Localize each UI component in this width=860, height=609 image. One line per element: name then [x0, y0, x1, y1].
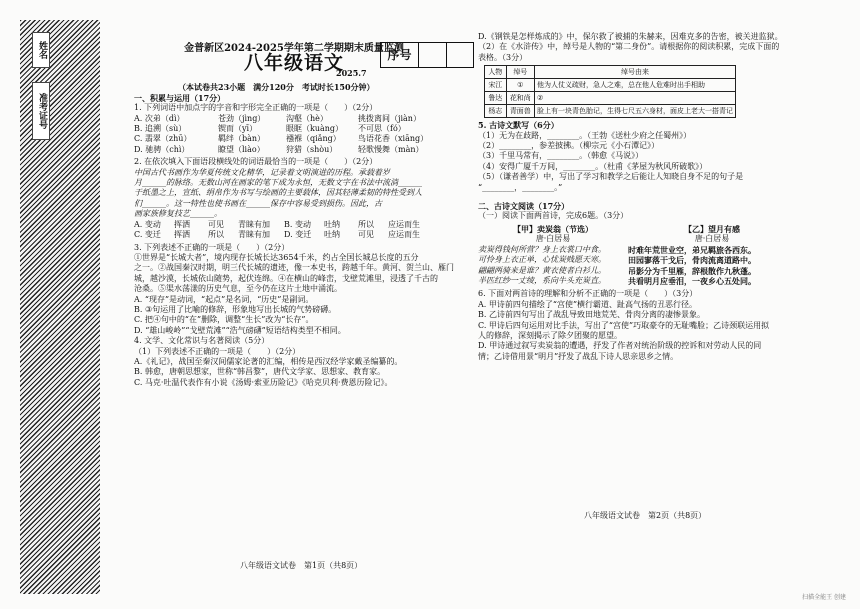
table-cell: ①: [506, 79, 534, 92]
table-header-cell: 绰号: [506, 66, 534, 79]
option-cell: 不可思（fó）: [358, 124, 406, 134]
table-cell: 他为人仗义疏财，急人之难，总在他人危难时出手相助: [535, 79, 736, 92]
option-line: A. “现存”是动词，“起点”是名词，“历史”是副词。: [134, 294, 314, 304]
nickname-table: [484, 65, 736, 118]
option-row: [134, 124, 460, 134]
option-cell: A. 次弟（dì）: [134, 113, 185, 123]
option-cell: 吐纳: [324, 219, 340, 229]
question-5: 5. 古诗文默写（6分）: [478, 120, 559, 131]
table-cell: 花和尚: [506, 92, 534, 105]
right-top: [478, 32, 796, 63]
option-line: C. 把④句中的“在”删除，调整“生长”改为“长存”。: [134, 315, 314, 325]
passage-line: 中国古代书画作为华夏传统文化精华，记录着文明演进的历程。承载着岁: [134, 167, 390, 177]
option-cell: 可见: [208, 219, 224, 229]
option-cell: A. 变动: [134, 219, 161, 229]
binding-strip: [20, 20, 100, 594]
table-cell: 青面兽: [506, 105, 534, 118]
question-2: 2. 在依次填入下面语段横线处的词语最恰当的一项是（ ）（2分）: [134, 157, 378, 167]
passage-line: 于纸墨之上，宣纸、绢帛作为书写与绘画的主要载体，因其轻薄柔韧的特性受到人: [134, 188, 422, 198]
passage-line: 城，越沙漠，长城依山随势，起伏连绵。④在横山的峰峦，戈壁荒滩里，浸透了千古的: [134, 273, 438, 283]
question-4-1: （1）下列表述不正确的一项是（ ）（2分）: [134, 346, 301, 356]
option-line: C. 甲诗后四句运用对比手法，写出了“宫使”巧取豪夺的无耻嘴脸；乙诗颈联运用拟: [478, 320, 770, 330]
poem-a-title: 【甲】卖炭翁（节选）: [513, 223, 593, 234]
option-line: B. 韩愈，唐朝思想家，世称“韩昌黎”，唐代文学家、思想家、教育家。: [134, 367, 386, 377]
table-row: [485, 92, 736, 105]
option-row: [134, 220, 460, 230]
table-header: [485, 66, 736, 79]
paper-title: 八年级语文: [244, 52, 345, 75]
table-cell: 宋江: [485, 79, 507, 92]
table-cell: 杨志: [485, 105, 507, 118]
option-cell: 可见: [358, 230, 374, 240]
option-cell: 狩猎（shòu）: [286, 144, 338, 154]
option-cell: C. 变迁: [134, 230, 161, 240]
option-cell: B. 追溯（sù）: [134, 124, 187, 134]
option-line: A.《礼记》，战国至秦汉间儒家论著的汇编，相传是西汉经学家戴圣编纂的。: [134, 356, 403, 366]
option-line: 情；乙诗借用景“明月”抒发了战乱下诗人思亲思乡之情。: [478, 351, 679, 361]
sequence-cell[interactable]: [447, 43, 474, 67]
option-cell: 青睐有加: [238, 230, 270, 240]
option-row: [134, 145, 460, 155]
option-line: D. “雄山峻岭”“戈壁荒滩”“浩气磅礴”短语结构类型不相同。: [134, 325, 346, 335]
left-footer: 八年级语文试卷 第1页（共8页）: [240, 561, 363, 570]
option-cell: 襁褓（qiǎng）: [286, 134, 341, 144]
section-2-intro: （一）阅读下面两首诗，完成6题。（3分）: [478, 211, 629, 221]
exam-header: 金普新区2024-2025学年第二学期期末质量监测: [184, 43, 404, 54]
poem-line: 共看明月应垂泪，一夜乡心五处同。: [628, 275, 756, 286]
option-cell: 轻歌慢舞（màn）: [358, 144, 424, 154]
option-cell: 瞭望（liào）: [218, 144, 265, 154]
name-label: 姓名: [32, 32, 50, 68]
option-cell: 吐纳: [324, 230, 340, 240]
poem-line: 翩翩两骑来是谁？黄衣使者白衫儿。: [478, 265, 606, 275]
option-cell: B. 变动: [284, 219, 311, 229]
table-cell: 脸上有一块青色胎记，生得七尺五六身材，面皮上老大一搭青记: [535, 105, 736, 118]
option-cell: 锲而（yī）: [218, 124, 258, 134]
fill-line: “________，________。”: [478, 182, 563, 192]
section-heading-2: 二、古诗文阅读（17分）: [478, 201, 570, 212]
table-cell: ②: [535, 92, 736, 105]
option-cell: 挑拨离间（jiàn）: [358, 113, 421, 123]
option-line: A. 甲诗前四句描绘了“宫使”横行霸道、趾高气扬的丑恶行径。: [478, 299, 698, 309]
option-cell: 挥洒: [174, 230, 190, 240]
option-cell: 眼眶（kuàng）: [286, 124, 344, 134]
option-line: 人的修辞，深刻揭示了除夕团聚的愿望。: [478, 330, 622, 340]
fill-line: （2）________，参差披拂。（柳宗元《小石潭记》）: [478, 141, 660, 151]
option-cell: C. 翡翠（zhū）: [134, 134, 192, 144]
exam-info: （本试卷共23小题 满分120分 考试时长150分钟）: [178, 82, 375, 93]
passage-line: 们______。这一特性也使书画在______保存中容易受到损伤。因此，古: [134, 198, 382, 208]
q2-options: [134, 220, 460, 241]
scanner-watermark: 扫描全能王 创建: [802, 594, 846, 601]
passage-line: 沧桑。⑤渠水荡漾的历史气息，至今仍在这片土地中涌流。: [134, 284, 342, 294]
poem-b: [628, 224, 796, 286]
exam-date: 2025.7: [336, 68, 367, 79]
passage-line: ①世界是“长城大者”，境内现存长城长达3654千米，约占全国长城总长度的五分: [134, 252, 419, 262]
table-header-cell: 人物: [485, 66, 507, 79]
option-cell: 所以: [208, 230, 224, 240]
option-cell: 羁绊（bàn）: [218, 134, 266, 144]
text-line: D.《钢铁是怎样炼成的》中，保尔救了被捕的朱赫来，因难克多的告密，被关进监狱。: [478, 32, 783, 41]
question-4: 4. 文学、文化常识与名著阅读（5分）: [134, 336, 270, 346]
poem-a-lines: [478, 245, 628, 287]
q5-lines: [478, 131, 796, 193]
fill-line: （1）无为在歧路，________。（王勃《送杜少府之任蜀州》）: [478, 130, 692, 140]
sequence-label: 序号: [381, 43, 419, 67]
q1-options: [134, 114, 460, 156]
fill-line: （5）（谦者善学）中，写出了学习和教学之后能让人知晓自身不足的句子是: [478, 172, 744, 182]
option-cell: D. 驰骋（chì）: [134, 144, 190, 154]
option-row: [134, 230, 460, 240]
option-cell: 苍劲（jìng）: [218, 113, 266, 123]
question-3: 3. 下列表述不正确的一项是（ ）（2分）: [134, 242, 290, 252]
right-page: [478, 32, 796, 362]
passage-line: 月______的脉络。无数山河在画家的笔下成为永恒，无数文字在书法中流淌______: [134, 178, 422, 188]
poem-b-lines: [628, 245, 796, 287]
poem-line: 吊影分为千里雁，辞根散作九秋蓬。: [628, 265, 756, 276]
option-row: [134, 134, 460, 144]
poem-line: 田园寥落干戈后，骨肉流离道路中。: [628, 255, 756, 266]
option-row: [134, 114, 460, 124]
left-page: [134, 32, 460, 388]
q3-options: [134, 295, 460, 337]
option-line: D. 甲诗通过叙写卖炭翁的遭遇，抒发了作者对统治阶级的控诉和对劳动人民的同: [478, 341, 762, 351]
option-cell: D. 变迁: [284, 230, 312, 240]
table-row: [485, 105, 736, 118]
option-cell: 沟壑（hè）: [286, 113, 328, 123]
option-line: B. ③句运用了比喻的修辞，形象地写出长城的气势磅礴。: [134, 304, 337, 314]
text-line: 表格。（3分）: [478, 52, 528, 62]
q6-options: [478, 300, 796, 362]
section-heading: 一、积累与运用（17分）: [134, 92, 226, 103]
poem-line: 时难年荒世业空，弟兄羁旅各西东。: [628, 244, 756, 255]
q3-passage: [134, 253, 460, 295]
fill-line: （3）千里马常有，________。（韩愈《马说》）: [478, 151, 644, 161]
option-line: C. 马克·吐温代表作有小说《汤姆·索亚历险记》《哈克贝利·费恩历险记》。: [134, 377, 393, 387]
poem-line: 半匹红纱一丈绫，系向牛头充炭直。: [478, 275, 606, 285]
text-line: （2）在《水浒传》中，绰号是人物的“第二身份”。请根据你的阅读积累，完成下面的: [478, 42, 780, 52]
poem-b-author: 唐·白居易: [694, 234, 730, 244]
right-footer: 八年级语文试卷 第2页（共8页）: [584, 511, 707, 520]
sequence-box[interactable]: [380, 42, 474, 68]
option-cell: 鸟语花香（xiāng）: [358, 134, 429, 144]
option-cell: 应运而生: [388, 230, 420, 240]
fill-line: （4）安得广厦千万间，________。（杜甫《茅屋为秋风所破歌》）: [478, 161, 708, 171]
option-cell: 所以: [358, 219, 374, 229]
table-row: [485, 79, 736, 92]
option-cell: 青睐有加: [238, 219, 270, 229]
question-6: 6. 下面对两首诗的理解和分析不正确的一项是（ ）（3分）: [478, 289, 698, 299]
poem-a-author: 唐·白居易: [535, 234, 571, 244]
poems: [478, 224, 796, 286]
poem-line: 卖炭得钱何所营？身上衣裳口中食。: [478, 244, 606, 254]
q2-passage: [134, 168, 460, 220]
option-cell: 挥洒: [174, 219, 190, 229]
poem-b-title: 【乙】望月有感: [684, 223, 740, 234]
passage-line: 之一。②战国秦汉时期，明三代长城的遗迹，像一本史书，跨越千年。黄河、贺兰山、雁门: [134, 263, 454, 273]
passage-line: 画家族修复技艺______。: [134, 209, 222, 219]
poem-line: 可怜身上衣正单，心忧炭贱愿天寒。: [478, 255, 606, 265]
id-label: 准考证号: [32, 82, 50, 140]
table-header-cell: 绰号由来: [535, 66, 736, 79]
q4-options: [134, 357, 460, 388]
table-cell: 鲁达: [485, 92, 507, 105]
question-1: 1. 下列词语中加点字的字音和字形完全正确的一项是（ ）（2分）: [134, 103, 378, 113]
option-cell: 应运而生: [388, 219, 420, 229]
poem-a: [478, 224, 628, 286]
sequence-cell[interactable]: [419, 43, 447, 67]
option-line: B. 乙诗前四句写出了战乱导致田地荒芜、骨肉分离的凄惨景象。: [478, 310, 705, 320]
